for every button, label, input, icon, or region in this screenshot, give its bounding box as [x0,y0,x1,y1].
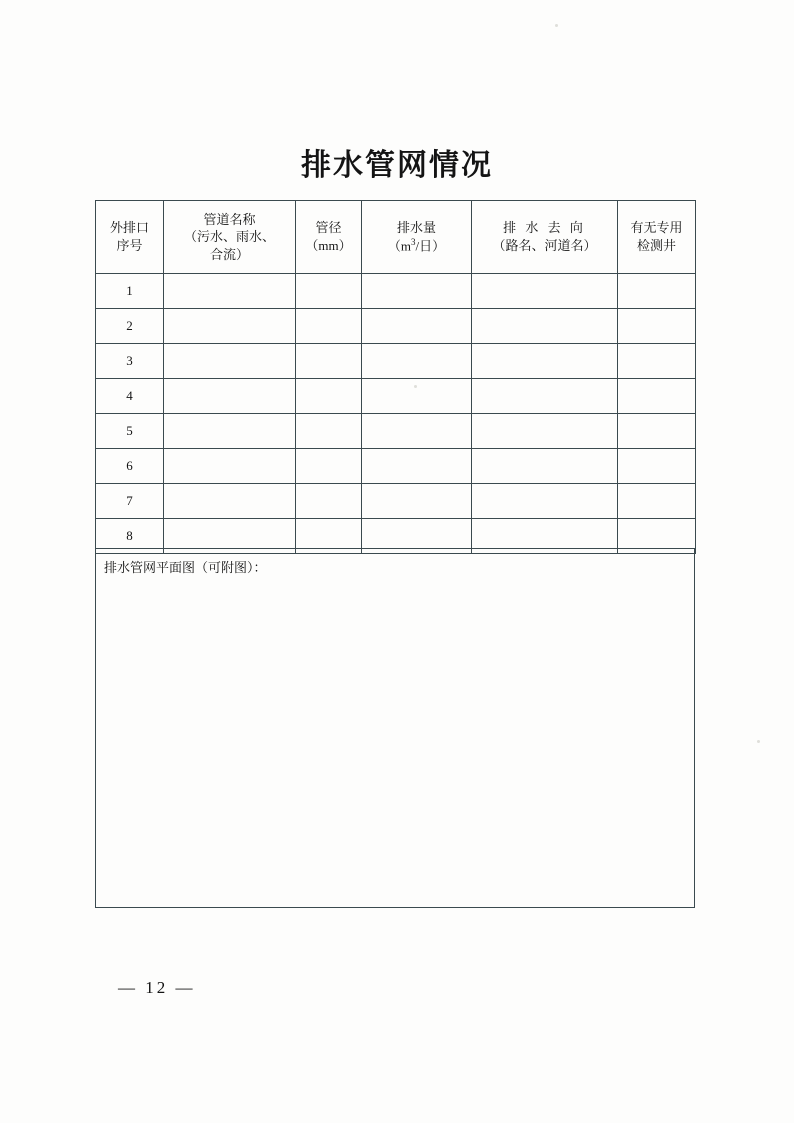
header-discharge-volume [362,201,472,274]
cell-outlet-no: 6 [96,449,164,484]
cell-inspection-well[interactable] [618,449,696,484]
table-row [96,414,696,449]
header-line: 排水量 [396,219,436,235]
cell-pipe-diameter[interactable] [296,484,362,519]
header-line: 有无专用 [630,220,683,236]
header-line: （mm） [305,238,352,253]
cell-outlet-no: 1 [96,274,164,309]
header-line: （污水、雨水、 [183,229,275,245]
header-line: （路名、河道名） [492,238,597,253]
header-line: 合流） [209,246,249,262]
cell-discharge-destination[interactable] [472,309,618,344]
header-inspection-well [618,201,696,274]
header-line: 检测井 [636,238,676,253]
cell-discharge-destination[interactable] [472,449,618,484]
cell-discharge-destination[interactable] [472,274,618,309]
header-line: 外排口 [109,220,149,236]
header-pipe-name [164,201,296,274]
header-line: 管径 [315,220,342,236]
cell-discharge-destination[interactable] [472,379,618,414]
cell-pipe-diameter[interactable] [296,274,362,309]
table-row [96,484,696,519]
cell-pipe-name[interactable] [164,414,296,449]
cell-discharge-volume[interactable] [362,379,472,414]
cell-pipe-diameter[interactable] [296,344,362,379]
cell-discharge-destination[interactable] [472,414,618,449]
drainage-map-area[interactable] [95,548,695,908]
header-pipe-diameter [296,201,362,274]
table-row [96,449,696,484]
cell-pipe-name[interactable] [164,274,296,309]
header-line: 管道名称 [203,211,256,227]
cell-outlet-no: 2 [96,309,164,344]
cell-discharge-volume[interactable] [362,449,472,484]
cell-discharge-destination[interactable] [472,484,618,519]
cell-discharge-volume[interactable] [362,414,472,449]
page-title: 排水管网情况 [301,148,493,183]
cell-inspection-well[interactable] [618,484,696,519]
header-line: 序号 [116,238,143,253]
scan-speck [757,740,760,743]
table-header-row [96,201,696,274]
cell-inspection-well[interactable] [618,414,696,449]
table-row [96,274,696,309]
table-header [96,201,696,274]
header-outlet-no [96,201,164,274]
page-number: — 12 — [118,978,196,997]
cell-outlet-no: 3 [96,344,164,379]
header-line-volume-unit: （$m^3/$日） [387,237,446,254]
cell-discharge-volume[interactable] [362,274,472,309]
table-row [96,309,696,344]
cell-pipe-name[interactable] [164,344,296,379]
cell-pipe-diameter[interactable] [296,414,362,449]
header-line: 排 水 去 向 [503,220,586,236]
cell-pipe-diameter[interactable] [296,449,362,484]
cell-inspection-well[interactable] [618,344,696,379]
cell-outlet-no: 5 [96,414,164,449]
cell-inspection-well[interactable] [618,379,696,414]
cell-pipe-diameter[interactable] [296,379,362,414]
cell-pipe-name[interactable] [164,379,296,414]
scan-speck [555,24,558,27]
cell-pipe-name[interactable] [164,309,296,344]
drainage-table-container [95,200,695,554]
table-row [96,344,696,379]
cell-outlet-no: 7 [96,484,164,519]
drainage-map-label: 排水管网平面图（可附图）： [104,560,267,575]
table-row [96,379,696,414]
cell-discharge-volume[interactable] [362,309,472,344]
cell-discharge-destination[interactable] [472,344,618,379]
drainage-table [95,200,696,554]
cell-discharge-volume[interactable] [362,344,472,379]
cell-pipe-name[interactable] [164,484,296,519]
table-body [96,274,696,554]
cell-inspection-well[interactable] [618,309,696,344]
cell-outlet-no: 8 [96,519,164,554]
cell-pipe-name[interactable] [164,449,296,484]
cell-outlet-no: 4 [96,379,164,414]
cell-pipe-diameter[interactable] [296,309,362,344]
cell-discharge-volume[interactable] [362,484,472,519]
header-discharge-destination [472,201,618,274]
cell-inspection-well[interactable] [618,274,696,309]
